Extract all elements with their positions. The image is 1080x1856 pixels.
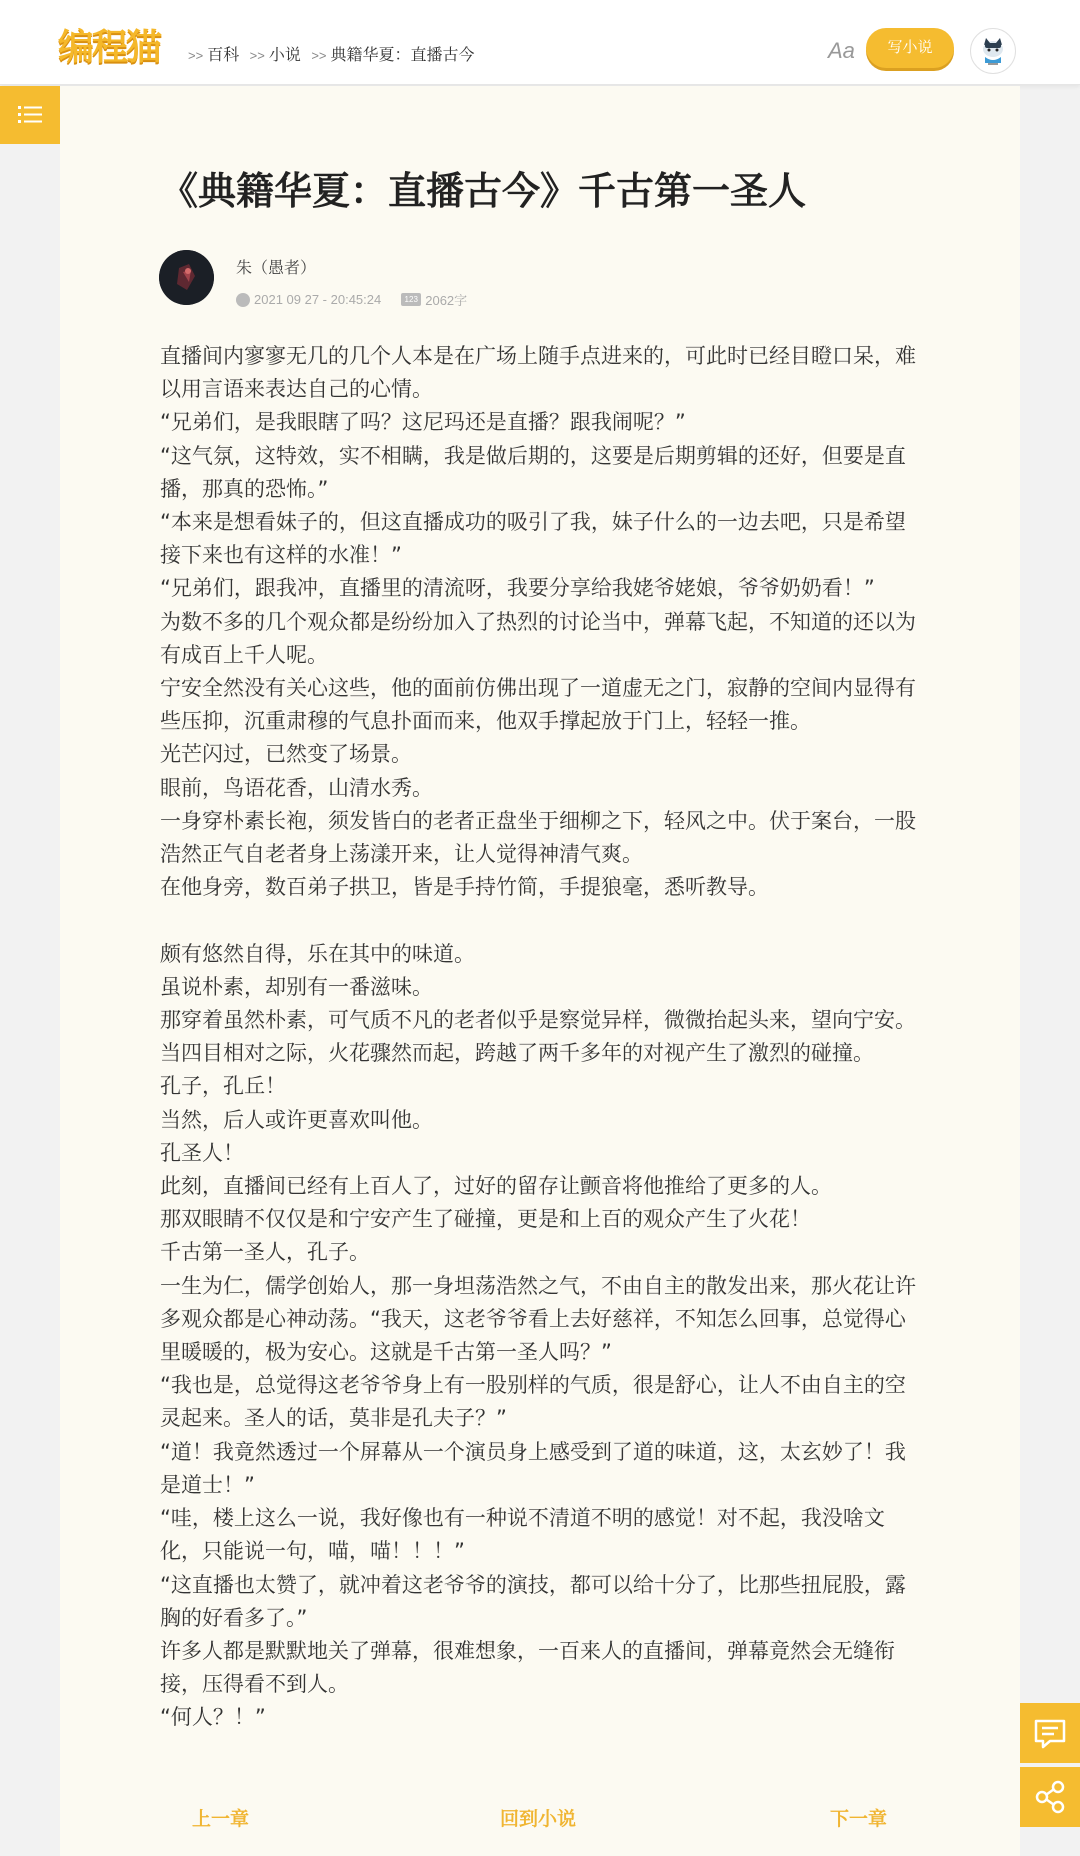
top-bar [0,0,1080,85]
paragraph: 那穿着虽然朴素，可气质不凡的老者似乎是察觉异样，微微抬起头来，望向宁安。 [160,1008,916,1033]
paragraph: 孔子，孔丘！ [160,1074,286,1099]
user-avatar[interactable] [970,28,1016,74]
breadcrumb-item-novel[interactable]: 小说 [268,47,301,64]
paragraph: “兄弟们，跟我冲，直播里的清流呀，我要分享给我姥爷姥娘，爷爷奶奶看！” [160,576,875,601]
paragraph: 宁安全然没有关心这些，他的面前仿佛出现了一道虚无之门，寂静的空间内显得有些压抑，沉重肃穆的气息扑面而来，他双手撑起放于门上，轻轻一推。 [160,676,916,734]
word-count-icon: 123 [401,293,421,306]
comment-button[interactable] [1020,1703,1080,1763]
paragraph: 当然，后人或许更喜欢叫他。 [160,1107,433,1132]
paragraph: “道！我竟然透过一个屏幕从一个演员身上感受到了道的味道，这，太玄妙了！我是道士！” [160,1439,906,1497]
paragraph: 虽说朴素，却别有一番滋味。 [160,974,433,999]
comment-icon [1020,1703,1080,1763]
paragraph: “这气氛，这特效，实不相瞒，我是做后期的，这要是后期剪辑的还好，但要是直播，那真的恐怖。” [160,443,906,501]
write-novel-button[interactable]: 写小说 [866,28,954,68]
breadcrumb-separator: >> [188,48,204,63]
back-to-novel-link[interactable]: 回到小说 [500,1809,577,1830]
author-avatar-image [159,250,214,305]
breadcrumb-item-book[interactable]: 典籍华夏：直播古今 [330,47,475,64]
author-avatar[interactable] [159,250,214,305]
share-button[interactable] [1020,1767,1080,1827]
paragraph: “本来是想看妹子的，但这直播成功的吸引了我，妹子什么的一边去吧，只是希望接下来也有这样的水准！” [160,510,906,568]
breadcrumb-separator: >> [311,48,327,63]
paragraph: 光芒闪过，已然变了场景。 [160,742,412,767]
chapter-title: 《典籍华夏：直播古今》千古第一圣人 [160,169,807,213]
article-body [160,340,920,1770]
paragraph: “哇，楼上这么一说，我好像也有一种说不清道不明的感觉！对不起，我没啥文化，只能说一句，喵，喵！！！” [160,1506,885,1564]
paragraph: 许多人都是默默地关了弹幕，很难想象，一百来人的直播间，弹幕竟然会无缝衔接，压得看不到人。 [160,1638,895,1697]
paragraph: 颇有悠然自得，乐在其中的味道。 [160,941,475,966]
paragraph: 当四目相对之际，火花骤然而起，跨越了两千多年的对视产生了激烈的碰撞。 [160,1041,874,1066]
paragraph: 一生为仁，儒学创始人，那一身坦荡浩然之气，不由自主的散发出来，那火花让许多观众都是心神动荡。“我天，这老爷爷看上去好慈祥，不知怎么回事，总觉得心里暖暖的，极为安心。这就是千古第一圣人吗？” [160,1273,916,1365]
blank-line [160,904,920,937]
paragraph: “我也是，总觉得这老爷爷身上有一股别样的气质，很是舒心，让人不由自主的空灵起来。圣人的话，莫非是孔夫子？” [160,1373,906,1431]
clock-icon [236,293,250,307]
menu-icon [0,86,60,144]
word-count: 2062字 [425,293,468,308]
paragraph: “兄弟们，是我眼瞎了吗？这尼玛还是直播？跟我闹呢？” [160,410,686,435]
publish-time: 2021 09 27 - 20:45:24 [254,292,382,307]
paragraph: 眼前，鸟语花香，山清水秀。 [160,775,433,800]
paragraph: 一身穿朴素长袍，须发皆白的老者正盘坐于细柳之下，轻风之中。伏于案台，一股浩然正气自老者身上荡漾开来，让人觉得神清气爽。 [160,808,916,867]
paragraph: 孔圣人！ [160,1140,244,1165]
paragraph: 在他身旁，数百弟子拱卫，皆是手持竹简，手提狼毫，悉听教导。 [160,875,769,900]
paragraph: 此刻，直播间已经有上百人了，过好的留存让颤音将他推给了更多的人。 [160,1174,832,1199]
paragraph: “这直播也太赞了，就冲着这老爷爷的演技，都可以给十分了，比那些扭屁股，露胸的好看多了。” [160,1572,906,1630]
breadcrumb [182,42,475,65]
breadcrumb-separator: >> [249,48,265,63]
next-chapter-link[interactable]: 下一章 [830,1809,888,1830]
chapter-menu-button[interactable] [0,86,60,144]
share-icon [1020,1767,1080,1827]
paragraph: 千古第一圣人，孔子。 [160,1240,370,1265]
site-logo[interactable]: 编程猫 [58,27,161,68]
article-meta [236,290,467,309]
paragraph: “何人？！” [160,1705,266,1730]
paragraph: 为数不多的几个观众都是纷纷加入了热烈的讨论当中，弹幕飞起，不知道的还以为有成百上千人呢。 [160,609,916,667]
breadcrumb-item-baike[interactable]: 百科 [207,47,240,64]
font-size-toggle[interactable]: Aa [828,38,855,63]
prev-chapter-link[interactable]: 上一章 [192,1809,250,1830]
paragraph: 那双眼睛不仅仅是和宁安产生了碰撞，更是和上百的观众产生了火花！ [160,1207,811,1232]
author-name[interactable]: 朱（愚者） [236,260,317,277]
paragraph: 直播间内寥寥无几的几个人本是在广场上随手点进来的，可此时已经目瞪口呆，难以用言语来表达自己的心情。 [160,344,916,402]
cat-mascot-icon [971,29,1015,73]
